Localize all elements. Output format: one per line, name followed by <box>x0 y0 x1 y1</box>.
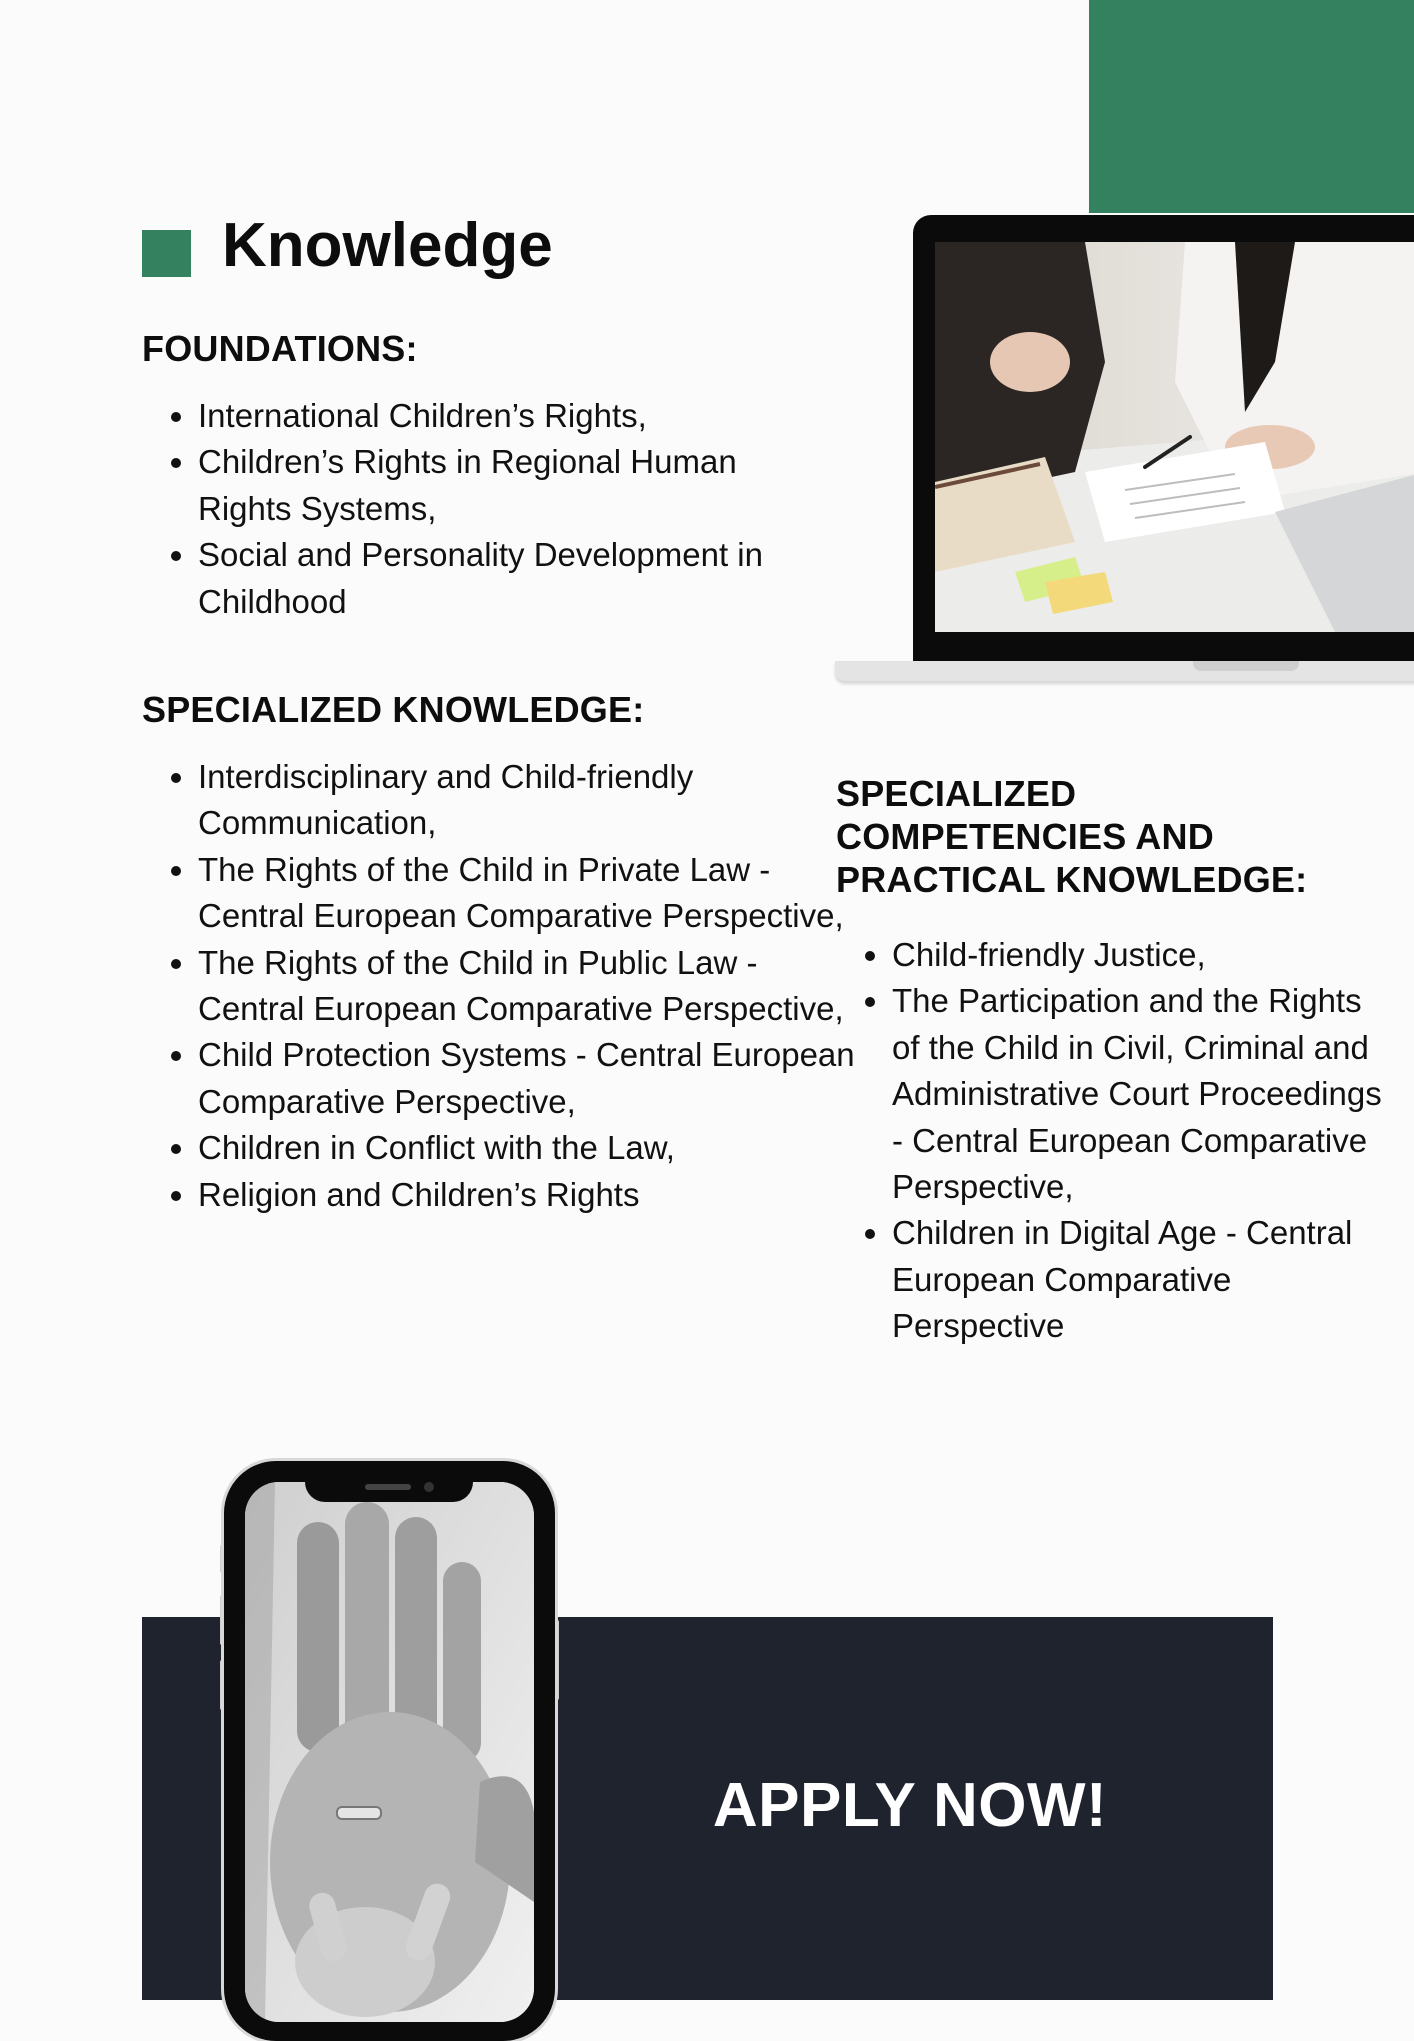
laptop-photo-illustration <box>935 242 1414 632</box>
page-title: Knowledge <box>222 211 553 280</box>
list-item: • Child Protection Systems - Central European Comparative Perspective, <box>198 1032 858 1125</box>
list-item: • The Rights of the Child in Public Law - Central European Comparative Perspective, <box>198 940 858 1033</box>
list-item: • The Rights of the Child in Private Law - Central European Comparative Perspective, <box>198 847 858 940</box>
corner-accent-block <box>1089 0 1414 213</box>
list-item: • Interdisciplinary and Child-friendly Communication, <box>198 754 858 847</box>
list-item: • Child-friendly Justice, <box>892 932 1392 978</box>
list-item: • Children in Conflict with the Law, <box>198 1125 858 1171</box>
foundations-list <box>142 393 838 625</box>
title-square-icon <box>142 230 191 277</box>
list-item: • The Participation and the Rights of the Child in Civil, Criminal and Administrative Court Proceedings - Central European Comparative Perspective, <box>892 978 1392 1210</box>
competencies-heading: SPECIALIZED COMPETENCIES AND PRACTICAL KNOWLEDGE: <box>836 773 1308 900</box>
specialized-knowledge-list <box>142 754 858 1218</box>
laptop-photo <box>935 242 1414 632</box>
list-item: • Social and Personality Development in Childhood <box>198 532 838 625</box>
specialized-knowledge-heading: SPECIALIZED KNOWLEDGE: <box>142 689 645 730</box>
list-item: • International Children’s Rights, <box>198 393 838 439</box>
phone-speaker <box>365 1484 411 1490</box>
laptop-notch <box>1193 661 1299 671</box>
apply-now-button[interactable]: APPLY NOW! <box>712 1771 1108 1840</box>
competencies-list <box>836 932 1392 1350</box>
phone-photo-illustration <box>245 1482 534 2022</box>
list-item: • Children’s Rights in Regional Human Rights Systems, <box>198 439 838 532</box>
list-item: • Religion and Children’s Rights <box>198 1172 858 1218</box>
laptop-base <box>835 661 1414 681</box>
list-item: • Children in Digital Age - Central European Comparative Perspective <box>892 1210 1392 1349</box>
phone-camera-icon <box>424 1482 434 1492</box>
foundations-heading: FOUNDATIONS: <box>142 328 418 369</box>
phone-photo <box>245 1482 534 2022</box>
